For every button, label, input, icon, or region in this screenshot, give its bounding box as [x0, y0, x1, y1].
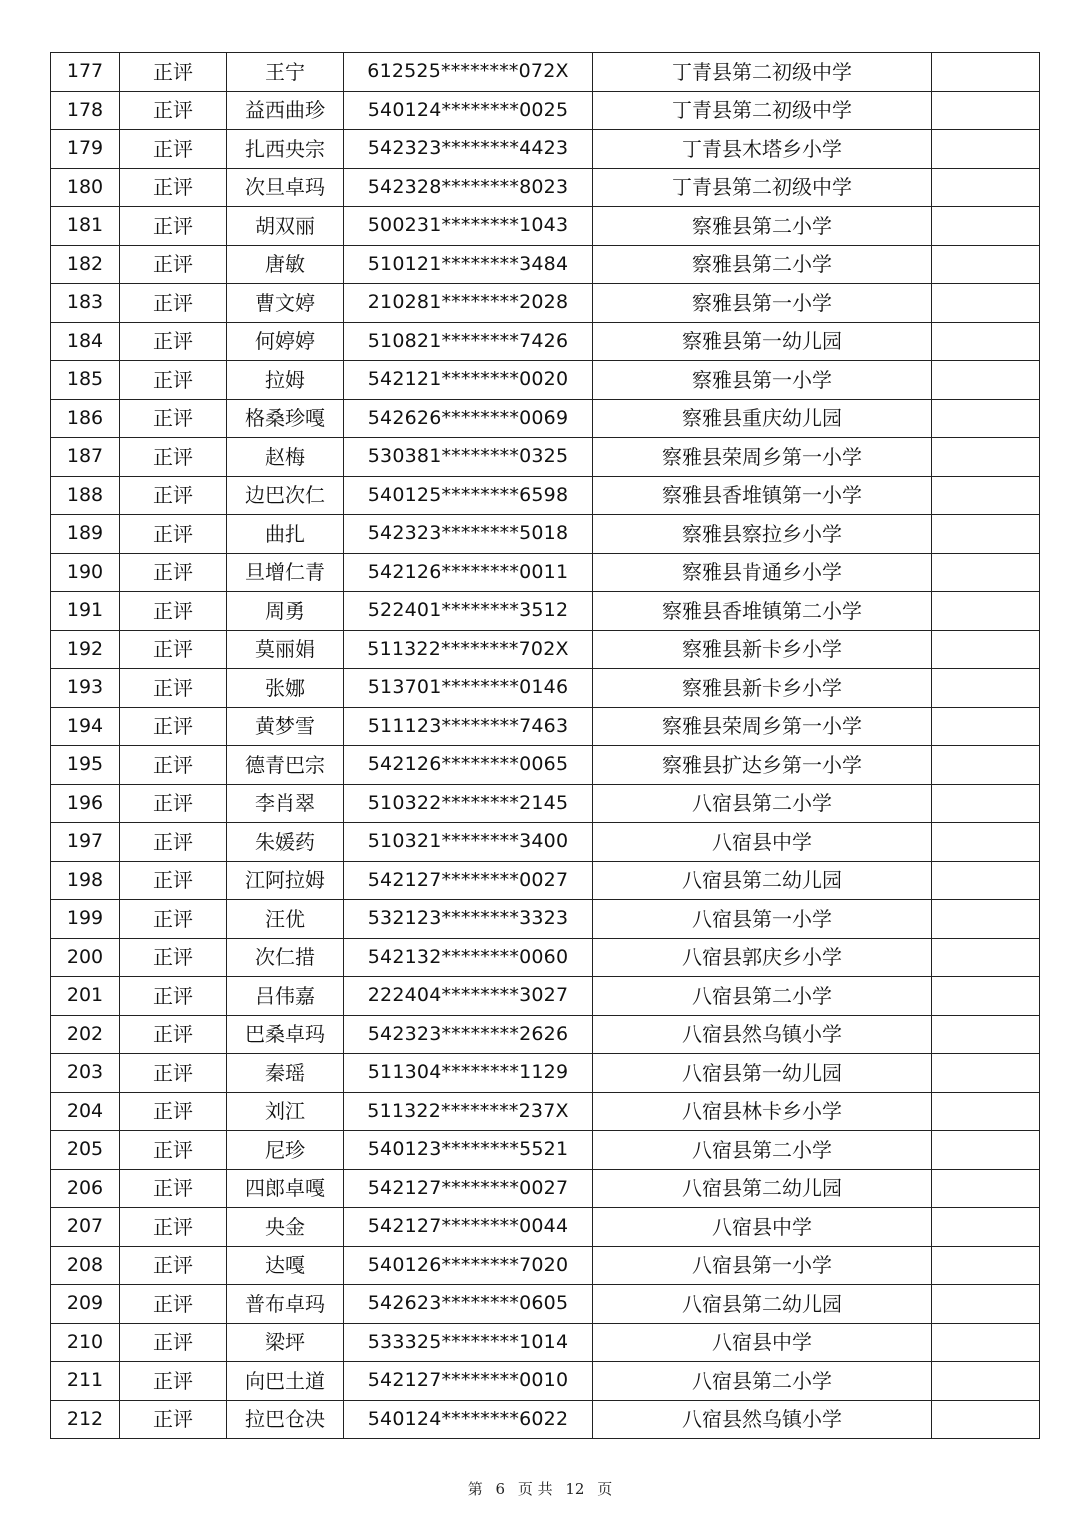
cell-id-number: 542132********0060 — [344, 938, 593, 977]
cell-school: 八宿县第二小学 — [593, 977, 932, 1016]
cell-school: 察雅县第二小学 — [593, 245, 932, 284]
cell-type: 正评 — [120, 284, 227, 323]
cell-id-number: 511304********1129 — [344, 1054, 593, 1093]
table-row — [51, 553, 1040, 592]
cell-name: 次仁措 — [227, 938, 344, 977]
cell-school: 八宿县第二幼儿园 — [593, 1169, 932, 1208]
table-row — [51, 1285, 1040, 1324]
cell-note — [932, 284, 1040, 323]
cell-school: 八宿县然乌镇小学 — [593, 1400, 932, 1439]
cell-name: 次旦卓玛 — [227, 168, 344, 207]
cell-school: 八宿县中学 — [593, 823, 932, 862]
cell-school: 八宿县第一小学 — [593, 1246, 932, 1285]
cell-note — [932, 553, 1040, 592]
cell-school: 丁青县第二初级中学 — [593, 91, 932, 130]
cell-type: 正评 — [120, 168, 227, 207]
cell-name: 向巴土道 — [227, 1362, 344, 1401]
cell-number: 208 — [51, 1246, 120, 1285]
table-row — [51, 746, 1040, 785]
cell-name: 梁坪 — [227, 1323, 344, 1362]
footer-prefix: 第 — [467, 1480, 483, 1498]
cell-id-number: 540126********7020 — [344, 1246, 593, 1285]
cell-school: 察雅县荣周乡第一小学 — [593, 438, 932, 477]
table-row — [51, 784, 1040, 823]
cell-name: 莫丽娟 — [227, 630, 344, 669]
cell-number: 187 — [51, 438, 120, 477]
table-row — [51, 1092, 1040, 1131]
cell-number: 188 — [51, 476, 120, 515]
cell-number: 201 — [51, 977, 120, 1016]
cell-type: 正评 — [120, 1323, 227, 1362]
cell-number: 207 — [51, 1208, 120, 1247]
table-row — [51, 168, 1040, 207]
cell-school: 察雅县新卡乡小学 — [593, 669, 932, 708]
cell-id-number: 511322********237X — [344, 1092, 593, 1131]
table-row — [51, 1323, 1040, 1362]
cell-name: 尼珍 — [227, 1131, 344, 1170]
footer-middle: 页 共 — [517, 1480, 553, 1498]
cell-school: 丁青县第二初级中学 — [593, 53, 932, 92]
cell-number: 180 — [51, 168, 120, 207]
cell-note — [932, 1208, 1040, 1247]
cell-number: 192 — [51, 630, 120, 669]
cell-note — [932, 900, 1040, 939]
cell-school: 察雅县重庆幼儿园 — [593, 399, 932, 438]
cell-type: 正评 — [120, 900, 227, 939]
cell-name: 普布卓玛 — [227, 1285, 344, 1324]
cell-note — [932, 515, 1040, 554]
cell-type: 正评 — [120, 1285, 227, 1324]
table-row — [51, 1246, 1040, 1285]
cell-type: 正评 — [120, 515, 227, 554]
cell-note — [932, 1246, 1040, 1285]
cell-id-number: 510321********3400 — [344, 823, 593, 862]
table-row — [51, 91, 1040, 130]
cell-number: 199 — [51, 900, 120, 939]
cell-name: 益西曲珍 — [227, 91, 344, 130]
roster-table — [50, 52, 1040, 1439]
cell-name: 黄梦雪 — [227, 707, 344, 746]
cell-note — [932, 861, 1040, 900]
table-row — [51, 823, 1040, 862]
roster-rows — [51, 53, 1040, 1439]
cell-note — [932, 53, 1040, 92]
cell-type: 正评 — [120, 977, 227, 1016]
table-row — [51, 1169, 1040, 1208]
cell-type: 正评 — [120, 361, 227, 400]
cell-id-number: 540124********6022 — [344, 1400, 593, 1439]
cell-id-number: 542126********0011 — [344, 553, 593, 592]
table-row — [51, 977, 1040, 1016]
cell-type: 正评 — [120, 630, 227, 669]
cell-number: 196 — [51, 784, 120, 823]
cell-name: 李肖翠 — [227, 784, 344, 823]
cell-type: 正评 — [120, 476, 227, 515]
cell-number: 209 — [51, 1285, 120, 1324]
cell-id-number: 542127********0027 — [344, 1169, 593, 1208]
cell-type: 正评 — [120, 1246, 227, 1285]
cell-school: 八宿县然乌镇小学 — [593, 1015, 932, 1054]
cell-number: 198 — [51, 861, 120, 900]
cell-id-number: 540124********0025 — [344, 91, 593, 130]
cell-note — [932, 207, 1040, 246]
cell-note — [932, 245, 1040, 284]
cell-note — [932, 91, 1040, 130]
cell-type: 正评 — [120, 938, 227, 977]
cell-number: 195 — [51, 746, 120, 785]
cell-id-number: 542323********4423 — [344, 130, 593, 169]
cell-school: 八宿县第一小学 — [593, 900, 932, 939]
footer-page-number: 6 — [495, 1480, 506, 1498]
cell-id-number: 533325********1014 — [344, 1323, 593, 1362]
cell-number: 211 — [51, 1362, 120, 1401]
cell-id-number: 511322********702X — [344, 630, 593, 669]
cell-note — [932, 168, 1040, 207]
cell-school: 察雅县扩达乡第一小学 — [593, 746, 932, 785]
cell-id-number: 500231********1043 — [344, 207, 593, 246]
table-row — [51, 1362, 1040, 1401]
cell-name: 德青巴宗 — [227, 746, 344, 785]
cell-number: 182 — [51, 245, 120, 284]
cell-type: 正评 — [120, 1400, 227, 1439]
cell-school: 察雅县香堆镇第一小学 — [593, 476, 932, 515]
cell-id-number: 542328********8023 — [344, 168, 593, 207]
cell-number: 212 — [51, 1400, 120, 1439]
cell-name: 格桑珍嘎 — [227, 399, 344, 438]
table-row — [51, 1131, 1040, 1170]
cell-name: 拉姆 — [227, 361, 344, 400]
cell-note — [932, 1131, 1040, 1170]
cell-type: 正评 — [120, 669, 227, 708]
cell-note — [932, 977, 1040, 1016]
cell-number: 181 — [51, 207, 120, 246]
cell-number: 205 — [51, 1131, 120, 1170]
cell-id-number: 542127********0027 — [344, 861, 593, 900]
table-row — [51, 900, 1040, 939]
cell-name: 央金 — [227, 1208, 344, 1247]
cell-note — [932, 1015, 1040, 1054]
table-row — [51, 630, 1040, 669]
cell-type: 正评 — [120, 207, 227, 246]
table-row — [51, 1400, 1040, 1439]
cell-number: 186 — [51, 399, 120, 438]
table-row — [51, 515, 1040, 554]
cell-note — [932, 1362, 1040, 1401]
cell-type: 正评 — [120, 823, 227, 862]
cell-note — [932, 1285, 1040, 1324]
cell-type: 正评 — [120, 322, 227, 361]
cell-school: 丁青县木塔乡小学 — [593, 130, 932, 169]
cell-id-number: 210281********2028 — [344, 284, 593, 323]
cell-name: 秦瑶 — [227, 1054, 344, 1093]
cell-note — [932, 669, 1040, 708]
table-row — [51, 861, 1040, 900]
cell-type: 正评 — [120, 438, 227, 477]
cell-number: 194 — [51, 707, 120, 746]
cell-id-number: 510322********2145 — [344, 784, 593, 823]
cell-name: 曲扎 — [227, 515, 344, 554]
cell-id-number: 540125********6598 — [344, 476, 593, 515]
cell-note — [932, 1400, 1040, 1439]
cell-school: 八宿县第二小学 — [593, 1362, 932, 1401]
table-row — [51, 207, 1040, 246]
cell-id-number: 522401********3512 — [344, 592, 593, 631]
cell-type: 正评 — [120, 707, 227, 746]
cell-number: 210 — [51, 1323, 120, 1362]
cell-note — [932, 1169, 1040, 1208]
cell-id-number: 510121********3484 — [344, 245, 593, 284]
cell-id-number: 542323********5018 — [344, 515, 593, 554]
cell-note — [932, 130, 1040, 169]
table-row — [51, 669, 1040, 708]
cell-number: 183 — [51, 284, 120, 323]
cell-name: 江阿拉姆 — [227, 861, 344, 900]
cell-school: 八宿县第二小学 — [593, 784, 932, 823]
footer-suffix: 页 — [597, 1480, 613, 1498]
cell-school: 察雅县第二小学 — [593, 207, 932, 246]
cell-number: 202 — [51, 1015, 120, 1054]
cell-id-number: 542127********0010 — [344, 1362, 593, 1401]
cell-school: 八宿县中学 — [593, 1323, 932, 1362]
cell-name: 张娜 — [227, 669, 344, 708]
cell-type: 正评 — [120, 399, 227, 438]
cell-note — [932, 823, 1040, 862]
table-row — [51, 399, 1040, 438]
cell-type: 正评 — [120, 53, 227, 92]
cell-type: 正评 — [120, 746, 227, 785]
cell-note — [932, 1092, 1040, 1131]
page-footer — [0, 1478, 1080, 1499]
cell-note — [932, 938, 1040, 977]
table-row — [51, 707, 1040, 746]
table-row — [51, 284, 1040, 323]
cell-name: 汪优 — [227, 900, 344, 939]
cell-number: 184 — [51, 322, 120, 361]
cell-type: 正评 — [120, 553, 227, 592]
cell-school: 八宿县中学 — [593, 1208, 932, 1247]
cell-name: 四郎卓嘎 — [227, 1169, 344, 1208]
cell-number: 203 — [51, 1054, 120, 1093]
cell-school: 八宿县第二幼儿园 — [593, 1285, 932, 1324]
cell-id-number: 222404********3027 — [344, 977, 593, 1016]
cell-note — [932, 746, 1040, 785]
table-row — [51, 1015, 1040, 1054]
cell-number: 193 — [51, 669, 120, 708]
table-row — [51, 476, 1040, 515]
cell-name: 刘江 — [227, 1092, 344, 1131]
cell-name: 旦增仁青 — [227, 553, 344, 592]
cell-note — [932, 438, 1040, 477]
cell-id-number: 542323********2626 — [344, 1015, 593, 1054]
cell-note — [932, 630, 1040, 669]
cell-id-number: 542126********0065 — [344, 746, 593, 785]
table-row — [51, 130, 1040, 169]
cell-type: 正评 — [120, 245, 227, 284]
cell-id-number: 542626********0069 — [344, 399, 593, 438]
cell-id-number: 540123********5521 — [344, 1131, 593, 1170]
table-row — [51, 322, 1040, 361]
cell-name: 吕伟嘉 — [227, 977, 344, 1016]
table-row — [51, 1208, 1040, 1247]
cell-name: 达嘎 — [227, 1246, 344, 1285]
cell-type: 正评 — [120, 861, 227, 900]
cell-id-number: 612525********072X — [344, 53, 593, 92]
cell-school: 八宿县郭庆乡小学 — [593, 938, 932, 977]
table-row — [51, 245, 1040, 284]
table-row — [51, 592, 1040, 631]
cell-id-number: 542127********0044 — [344, 1208, 593, 1247]
cell-id-number: 511123********7463 — [344, 707, 593, 746]
cell-note — [932, 707, 1040, 746]
footer-total-pages: 12 — [565, 1480, 585, 1498]
cell-name: 拉巴仓决 — [227, 1400, 344, 1439]
table-row — [51, 938, 1040, 977]
cell-school: 八宿县第二幼儿园 — [593, 861, 932, 900]
cell-name: 赵梅 — [227, 438, 344, 477]
cell-note — [932, 476, 1040, 515]
cell-type: 正评 — [120, 1015, 227, 1054]
cell-number: 178 — [51, 91, 120, 130]
cell-school: 八宿县林卡乡小学 — [593, 1092, 932, 1131]
cell-type: 正评 — [120, 1362, 227, 1401]
cell-number: 189 — [51, 515, 120, 554]
cell-id-number: 510821********7426 — [344, 322, 593, 361]
cell-id-number: 542121********0020 — [344, 361, 593, 400]
cell-type: 正评 — [120, 1131, 227, 1170]
cell-school: 察雅县肯通乡小学 — [593, 553, 932, 592]
cell-school: 察雅县第一小学 — [593, 284, 932, 323]
cell-id-number: 542623********0605 — [344, 1285, 593, 1324]
table-row — [51, 1054, 1040, 1093]
cell-type: 正评 — [120, 1169, 227, 1208]
cell-school: 察雅县察拉乡小学 — [593, 515, 932, 554]
cell-name: 巴桑卓玛 — [227, 1015, 344, 1054]
cell-number: 177 — [51, 53, 120, 92]
cell-name: 胡双丽 — [227, 207, 344, 246]
cell-name: 曹文婷 — [227, 284, 344, 323]
cell-name: 唐敏 — [227, 245, 344, 284]
cell-type: 正评 — [120, 1054, 227, 1093]
cell-school: 察雅县荣周乡第一小学 — [593, 707, 932, 746]
cell-school: 察雅县第一小学 — [593, 361, 932, 400]
cell-note — [932, 322, 1040, 361]
cell-note — [932, 399, 1040, 438]
table-row — [51, 438, 1040, 477]
cell-number: 190 — [51, 553, 120, 592]
cell-type: 正评 — [120, 130, 227, 169]
cell-note — [932, 592, 1040, 631]
cell-number: 179 — [51, 130, 120, 169]
cell-note — [932, 361, 1040, 400]
cell-name: 朱媛药 — [227, 823, 344, 862]
cell-name: 何婷婷 — [227, 322, 344, 361]
cell-type: 正评 — [120, 784, 227, 823]
cell-number: 197 — [51, 823, 120, 862]
cell-id-number: 530381********0325 — [344, 438, 593, 477]
cell-id-number: 513701********0146 — [344, 669, 593, 708]
cell-school: 察雅县香堆镇第二小学 — [593, 592, 932, 631]
cell-school: 八宿县第一幼儿园 — [593, 1054, 932, 1093]
cell-note — [932, 1054, 1040, 1093]
cell-name: 扎西央宗 — [227, 130, 344, 169]
cell-note — [932, 784, 1040, 823]
cell-name: 周勇 — [227, 592, 344, 631]
cell-type: 正评 — [120, 1092, 227, 1131]
cell-name: 王宁 — [227, 53, 344, 92]
cell-school: 丁青县第二初级中学 — [593, 168, 932, 207]
table-row — [51, 361, 1040, 400]
cell-id-number: 532123********3323 — [344, 900, 593, 939]
cell-number: 191 — [51, 592, 120, 631]
table-row — [51, 53, 1040, 92]
cell-type: 正评 — [120, 1208, 227, 1247]
cell-number: 206 — [51, 1169, 120, 1208]
cell-school: 察雅县新卡乡小学 — [593, 630, 932, 669]
cell-name: 边巴次仁 — [227, 476, 344, 515]
cell-type: 正评 — [120, 592, 227, 631]
cell-type: 正评 — [120, 91, 227, 130]
cell-number: 204 — [51, 1092, 120, 1131]
cell-school: 察雅县第一幼儿园 — [593, 322, 932, 361]
cell-number: 200 — [51, 938, 120, 977]
cell-school: 八宿县第二小学 — [593, 1131, 932, 1170]
cell-note — [932, 1323, 1040, 1362]
cell-number: 185 — [51, 361, 120, 400]
